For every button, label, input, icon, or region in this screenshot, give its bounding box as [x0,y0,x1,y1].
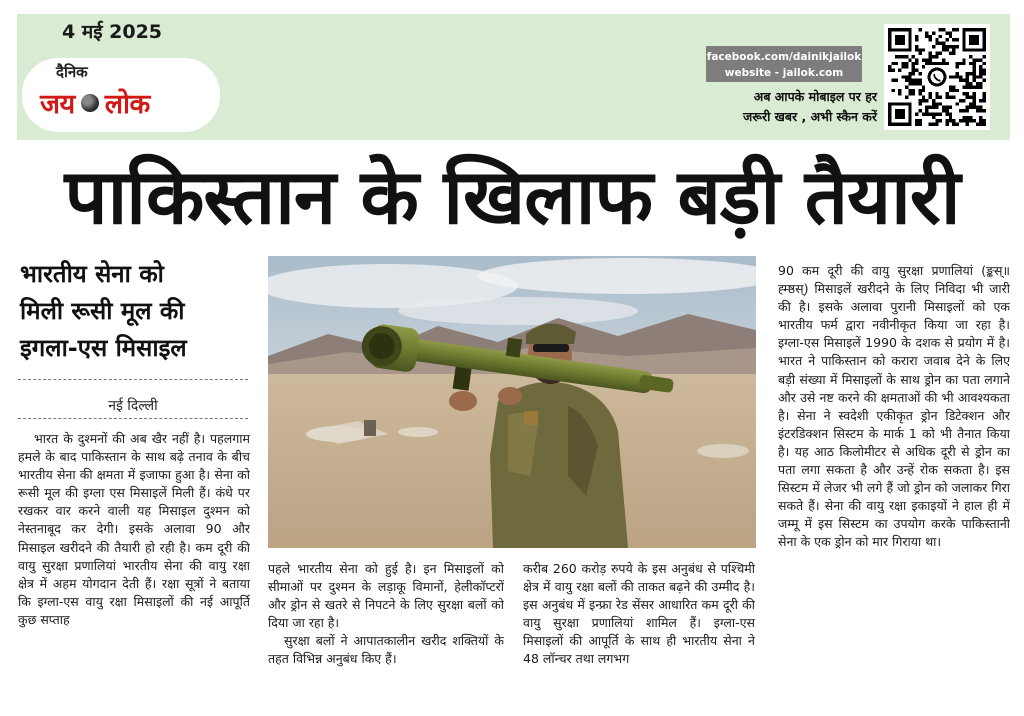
facebook-link[interactable]: facebook.com/dainikjailok [706,51,862,63]
social-links-box [706,46,862,82]
logo-word-left: जय [40,89,75,120]
scan-prompt-line2: जरूरी खबर , अभी स्कैन करें [742,109,877,124]
soldier-with-missile-launcher-photo [268,256,756,548]
globe-icon [81,94,99,112]
article-column-3 [523,560,755,712]
logo-subtitle: दैनिक [56,63,88,81]
qr-code[interactable] [884,24,990,130]
sub-headline-line: भारतीय सेना को [20,260,164,288]
whatsapp-icon [925,65,949,89]
article-paragraph: सुरक्षा बलों ने आपातकालीन खरीद शक्तियों के तहत विभिन्न अनुबंध किए हैं। [268,633,504,667]
sub-headline [20,256,248,367]
main-headline: पाकिस्तान के खिलाफ बड़ी तैयारी [64,152,960,241]
logo-word-right: लोक [104,89,150,120]
article-column-1 [18,430,250,710]
sub-headline-line: मिली रूसी मूल की [20,297,185,325]
article-column-2 [268,560,504,712]
dateline: नई दिल्ली [108,398,158,414]
issue-date: 4 मई 2025 [62,21,163,43]
qr-code-graphic [888,28,986,126]
article-paragraph: पहले भारतीय सेना को हुई है। इन मिसाइलों को सीमाओं पर दुश्मन के लड़ाकू विमानों, हेलीकॉप्टरों और ड्रोन से खतरे से निपटने के लिए सुरक्षा बलों को दिया जा रहा है। [268,561,504,631]
divider [18,379,248,380]
sub-headline-line: इगला-एस मिसाइल [20,334,187,362]
scan-prompt-line1: अब आपके मोबाइल पर हर [753,89,877,104]
article-paragraph: 90 कम दूरी की वायु सुरक्षा प्रणालियां (ङ्कस्॥ह्म्ष्ठस्) मिसाइलें खरीदने के लिए निविदा भी जारी की है। इसके अलावा पुरानी मिसाइलों को एक भारतीय फर्म द्वारा नवीनीकृत किया जा रहा है। इग्ला-एस मिसाइलें 1990 के दशक से प्रयोग में है। भारत ने पाकिस्तान को करारा जवाब देने के लिए बड़ी संख्या में मिसाइलों के साथ ड्रोन का पता लगाने और उसे नष्ट करने की क्षमताओं की भी आवश्यकता है। सेना ने स्वदेशी एकीकृत ड्रोन डिटेक्शन और इंटरडिक्शन सिस्टम के मार्क 1 को भी तैनात किया है। यह आठ किलोमीटर से अधिक दूरी से ड्रोन का पता लगा सकता है और उन्हें रोक सकता है। इस सिस्टम में लेजर भी लगे हैं जो ड्रोन को जलाकर गिरा सकते हैं। सेना की वायु रक्षा इकाइयों ने हाल ही में जम्मू में इस सिस्टम का उपयोग करके पाकिस्तानी सेना के एक ड्रोन को मार गिराया था। [778,263,1010,550]
article-column-4 [778,262,1010,712]
article-paragraph: करीब 260 करोड़ रुपये के इस अनुबंध से पश्चिमी क्षेत्र में वायु रक्षा बलों की ताकत बढ़ने की उम्मीद है। इस अनुबंध में इन्फ्रा रेड सेंसर आधारित कम दूरी की वायु सुरक्षा प्रणालियां शामिल हैं। इग्ला-एस मिसाइलों की आपूर्ति के साथ ही भारतीय सेना ने 48 लॉन्चर तथा लगभग [523,561,755,667]
divider [18,418,248,419]
news-photo[interactable] [268,256,756,548]
website-link[interactable]: website - jailok.com [724,67,844,79]
newspaper-logo[interactable] [40,84,150,121]
article-paragraph: भारत के दुश्मनों की अब खैर नहीं है। पहलगाम हमले के बाद पाकिस्तान के साथ बढ़े तनाव के बीच भारतीय सेना की क्षमता में इजाफा हुआ है। सेना को रूसी मूल की इग्ला एस मिसाइलें मिली हैं। कंधे पर रखकर वार करने वाली यह मिसाइल दुश्मन को नेस्तनाबूद कर देगी। इसके अलावा 90 और मिसाइल खरीदने की तैयारी हो रही है। कम दूरी की वायु सुरक्षा प्रणालियां भारतीय सेना की वायु रक्षा क्षेत्र में अहम योगदान देती हैं। रक्षा सूत्रों ने बताया कि इग्ला-एस वायु रक्षा मिसाइलों की नई आपूर्ति कुछ सप्ताह [18,431,250,627]
